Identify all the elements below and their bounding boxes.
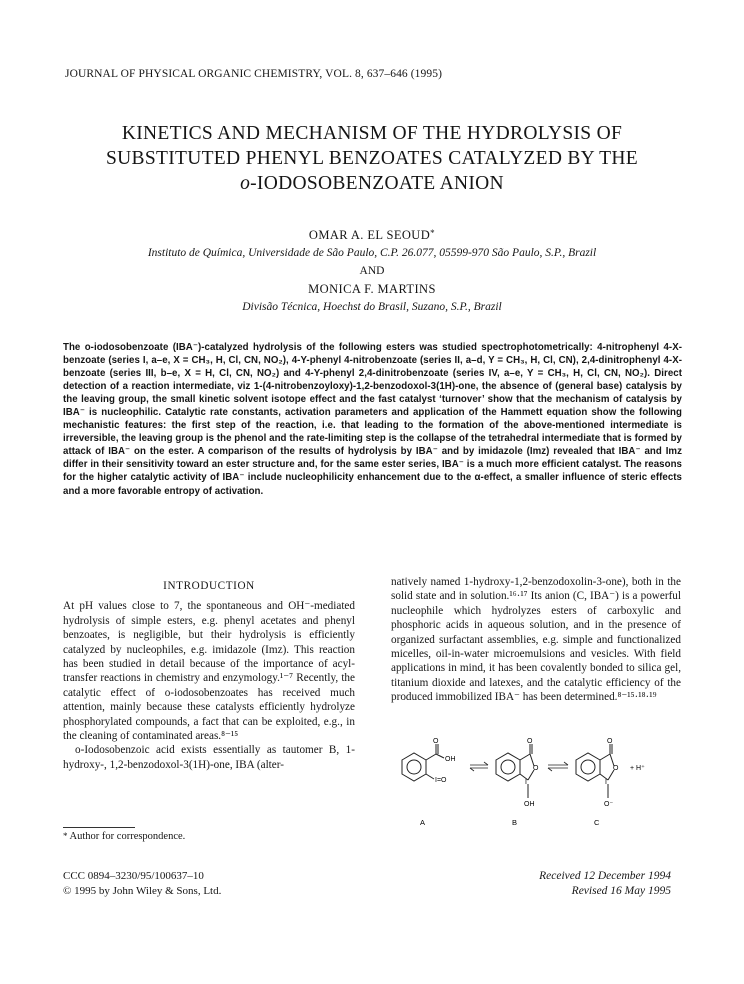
scheme-c-i: I [605, 779, 607, 786]
author-2: MONICA F. MARTINS [308, 282, 436, 296]
title-line-3 [70, 171, 674, 196]
author-1 [60, 226, 684, 244]
title-line-2: SUBSTITUTED PHENYL BENZOATES CATALYZED BY THE [106, 148, 638, 169]
structure-a [402, 744, 444, 781]
scheme-b-oh: OH [524, 801, 535, 808]
footnote-rule [63, 827, 135, 828]
copyright-line: © 1995 by John Wiley & Sons, Ltd. [63, 884, 222, 897]
scheme-c-ominus: O⁻ [604, 801, 614, 808]
intro-paragraph-2: o-Iodosobenzoic acid exists essentially as tautomer B, 1-hydroxy-, 1,2-benzodoxol-3(1H)-one, IBA (alter- [63, 744, 355, 771]
intro-paragraph-1: At pH values close to 7, the spontaneous and OH⁻-mediated hydrolysis of simple esters, e.g. phenyl acetates and phenyl benzoates, is negligible, but their hydrolysis is efficiently catalyzed by nucleophiles, e.g. imidazole (Imz). This reaction has been studied in detail because of the importance of acyl-transfer reactions in chemistry and enzymology.¹⁻⁷ Recently, the catalytic effect of o-iodosobenzoates has received much attention, mainly because these catalysts efficiently hydrolyze phosphorylated compounds, a fact that can be exploited, e.g., in the cleaning of contaminated areas.⁸⁻¹⁵ [63, 600, 355, 743]
received-date: Received 12 December 1994 [539, 870, 671, 882]
title-italic-prefix: o- [240, 173, 257, 194]
scheme-label-c: C [594, 818, 600, 827]
affiliation-1: Instituto de Química, Universidade de São Paulo, C.P. 26.077, 05599-970 São Paulo, S.P., Brazil [147, 247, 597, 259]
scheme-b-i: I [525, 779, 527, 786]
structure-b [496, 744, 534, 798]
intro-paragraph-3: natively named 1-hydroxy-1,2-benzodoxolin-3-one), both in the solid state and in solution.¹⁶·¹⁷ Its anion (C, IBA⁻) is a powerful nucleophile which hydrolyzes esters of carboxylic and phosphoric acids in aqueous solution, and in the presence of organized surfactant assemblies, e.g. simple and functionalized micelles, oil-in-water microemulsions and vesicles. With field applications in mind, it has been covalently bonded to silica gel, titanium dioxide and latexes, and the catalytic efficiency of the produced immobilized IBA⁻ has been determined.⁸⁻¹⁵·¹⁸·¹⁹ [391, 576, 681, 704]
scheme-c-o-ring: O [613, 765, 619, 772]
ring-a [402, 753, 426, 781]
journal-header: JOURNAL OF PHYSICAL ORGANIC CHEMISTRY, VOL. 8, 637–646 (1995) [65, 68, 443, 80]
author-1-mark: * [430, 228, 436, 238]
tautomer-scheme-svg [392, 738, 692, 832]
scheme-a-oh: OH [445, 756, 456, 763]
ring-a-aromatic [407, 760, 421, 774]
affiliation-2: Divisão Técnica, Hoechst do Brasil, Suzano, S.P., Brazil [242, 301, 502, 313]
author-conjunction: AND [359, 265, 385, 277]
footnote [63, 831, 185, 842]
dates-block [539, 869, 671, 898]
bond-a-carbonyl [426, 754, 436, 760]
scheme-label-a: A [420, 818, 426, 827]
tautomer-scheme [392, 738, 692, 832]
author-block [60, 226, 684, 316]
structure-c [576, 744, 614, 798]
copyright-block [63, 869, 221, 898]
scheme-c-hplus: + H⁺ [630, 765, 645, 772]
ring-c [576, 753, 600, 781]
author-1-name: OMAR A. EL SEOUD [308, 228, 431, 242]
scheme-c-o-top: O [607, 738, 613, 745]
left-column [63, 575, 355, 772]
title-line-1: KINETICS AND MECHANISM OF THE HYDROLYSIS OF [121, 123, 623, 144]
scheme-label-b: B [512, 818, 518, 827]
scheme-a-io: I=O [435, 777, 447, 784]
abstract: The o-iodosobenzoate (IBA⁻)-catalyzed hydrolysis of the following esters was studied spectrophotometrically: 4-nitrophenyl 4-X-benzoate (series I, a–e, X = CH₃, H, Cl, CN, NO₂), 4-Y-phenyl 4-nitrobenzoate (series II, a–d, Y = CH₃, H, Cl, CN), 2,4-dinitrophenyl 4-X-benzoate (series III, b–e, X = H, Cl, CN, NO₂) and 4-Y-phenyl 2,4-dinitrobenzoate (series IV, a–e, Y = CH₃, H, Cl, CN, NO₂). Direct detection of a reaction intermediate, viz 1-(4-nitrobenzoyloxy)-1,2-benzodoxol-3(1H)-one, the absence of (general base) catalysis by the leaving group, the small kinetic solvent isotope effect and the fast catalyst ‘turnover’ show that the mechanism of catalysis by IBA⁻ is nucleophilic. Catalytic rate constants, activation parameters and application of the Hammett equation show the following mechanistic features: the first step of the reaction, i.e. that leading to the formation of the above-mentioned intermediate is irreversible, the leaving group is the phenol and the rate-limiting step is the collapse of the tetrahedral intermediate that is formed by attack of IBA⁻ on the ester. A comparison of the results of hydrolysis by IBA⁻ and by imidazole (Imz) revealed that IBA⁻ and Imz differ in their sensitivity toward an ester structure and, for the same ester series, IBA⁻ is a much more efficient catalyst. The reasons for the higher catalytic activity of IBA⁻ include nucleophilicity enhancement due to the α-effect, a smaller influence of steric effects and a more favorable entropy of activation. [63, 342, 682, 497]
footnote-mark: * [63, 831, 68, 841]
ccc-code: CCC 0894–3230/95/100637–10 [63, 870, 204, 882]
footnote-text: Author for correspondence. [69, 831, 186, 842]
equilibrium-arrow-1 [470, 762, 488, 771]
title-line-3-rest: IODOSOBENZOATE ANION [256, 173, 504, 194]
ring-b [496, 753, 520, 781]
section-heading-introduction: INTRODUCTION [163, 580, 255, 592]
right-column [391, 575, 681, 705]
scheme-b-o-ring: O [533, 765, 539, 772]
article-title [70, 121, 674, 196]
scheme-b-o-top: O [527, 738, 533, 745]
revised-date: Revised 16 May 1995 [571, 884, 671, 897]
scheme-a-o: O [433, 738, 439, 745]
equilibrium-arrow-2 [548, 762, 568, 771]
